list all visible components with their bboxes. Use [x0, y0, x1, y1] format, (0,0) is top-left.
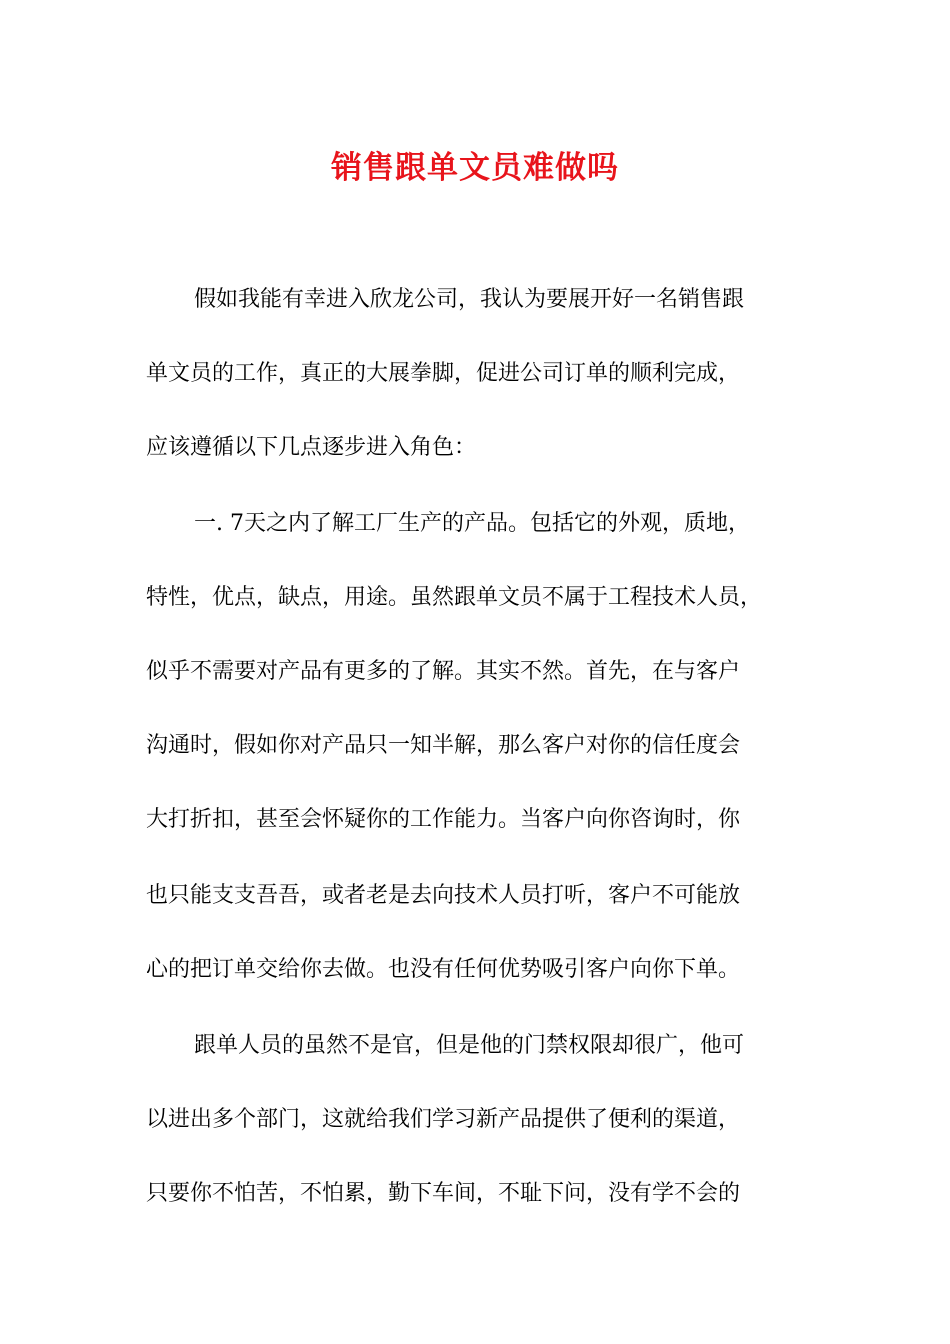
paragraph-line: 沟通时，假如你对产品只一知半解，那么客户对你的信任度会 — [146, 733, 741, 758]
paragraph-line: 应该遵循以下几点逐步进入角色： — [146, 435, 477, 460]
paragraph-line: 似乎不需要对产品有更多的了解。其实不然。首先，在与客户 — [146, 659, 741, 684]
document-title: 销售跟单文员难做吗 — [331, 150, 619, 186]
paragraph-line: 假如我能有幸进入欣龙公司，我认为要展开好一名销售跟 — [194, 287, 745, 312]
paragraph-line: 心的把订单交给你去做。也没有任何优势吸引客户向你下单。 — [146, 957, 741, 982]
paragraph-line: 以进出多个部门，这就给我们学习新产品提供了便利的渠道， — [146, 1107, 741, 1132]
paragraph-line: 跟单人员的虽然不是官，但是他的门禁权限却很广，他可 — [194, 1033, 745, 1058]
paragraph-line: 一. 7天之内了解工厂生产的产品。包括它的外观，质地， — [194, 511, 750, 536]
paragraph-line: 特性，优点，缺点，用途。虽然跟单文员不属于工程技术人员， — [146, 585, 763, 610]
paragraph-line: 也只能支支吾吾，或者老是去向技术人员打听，客户不可能放 — [146, 883, 741, 908]
paragraph-line: 只要你不怕苦，不怕累，勤下车间，不耻下问，没有学不会的 — [146, 1181, 741, 1206]
paragraph-line: 单文员的工作，真正的大展拳脚，促进公司订单的顺利完成， — [146, 361, 741, 386]
paragraph-line: 大打折扣，甚至会怀疑你的工作能力。当客户向你咨询时，你 — [146, 807, 741, 832]
